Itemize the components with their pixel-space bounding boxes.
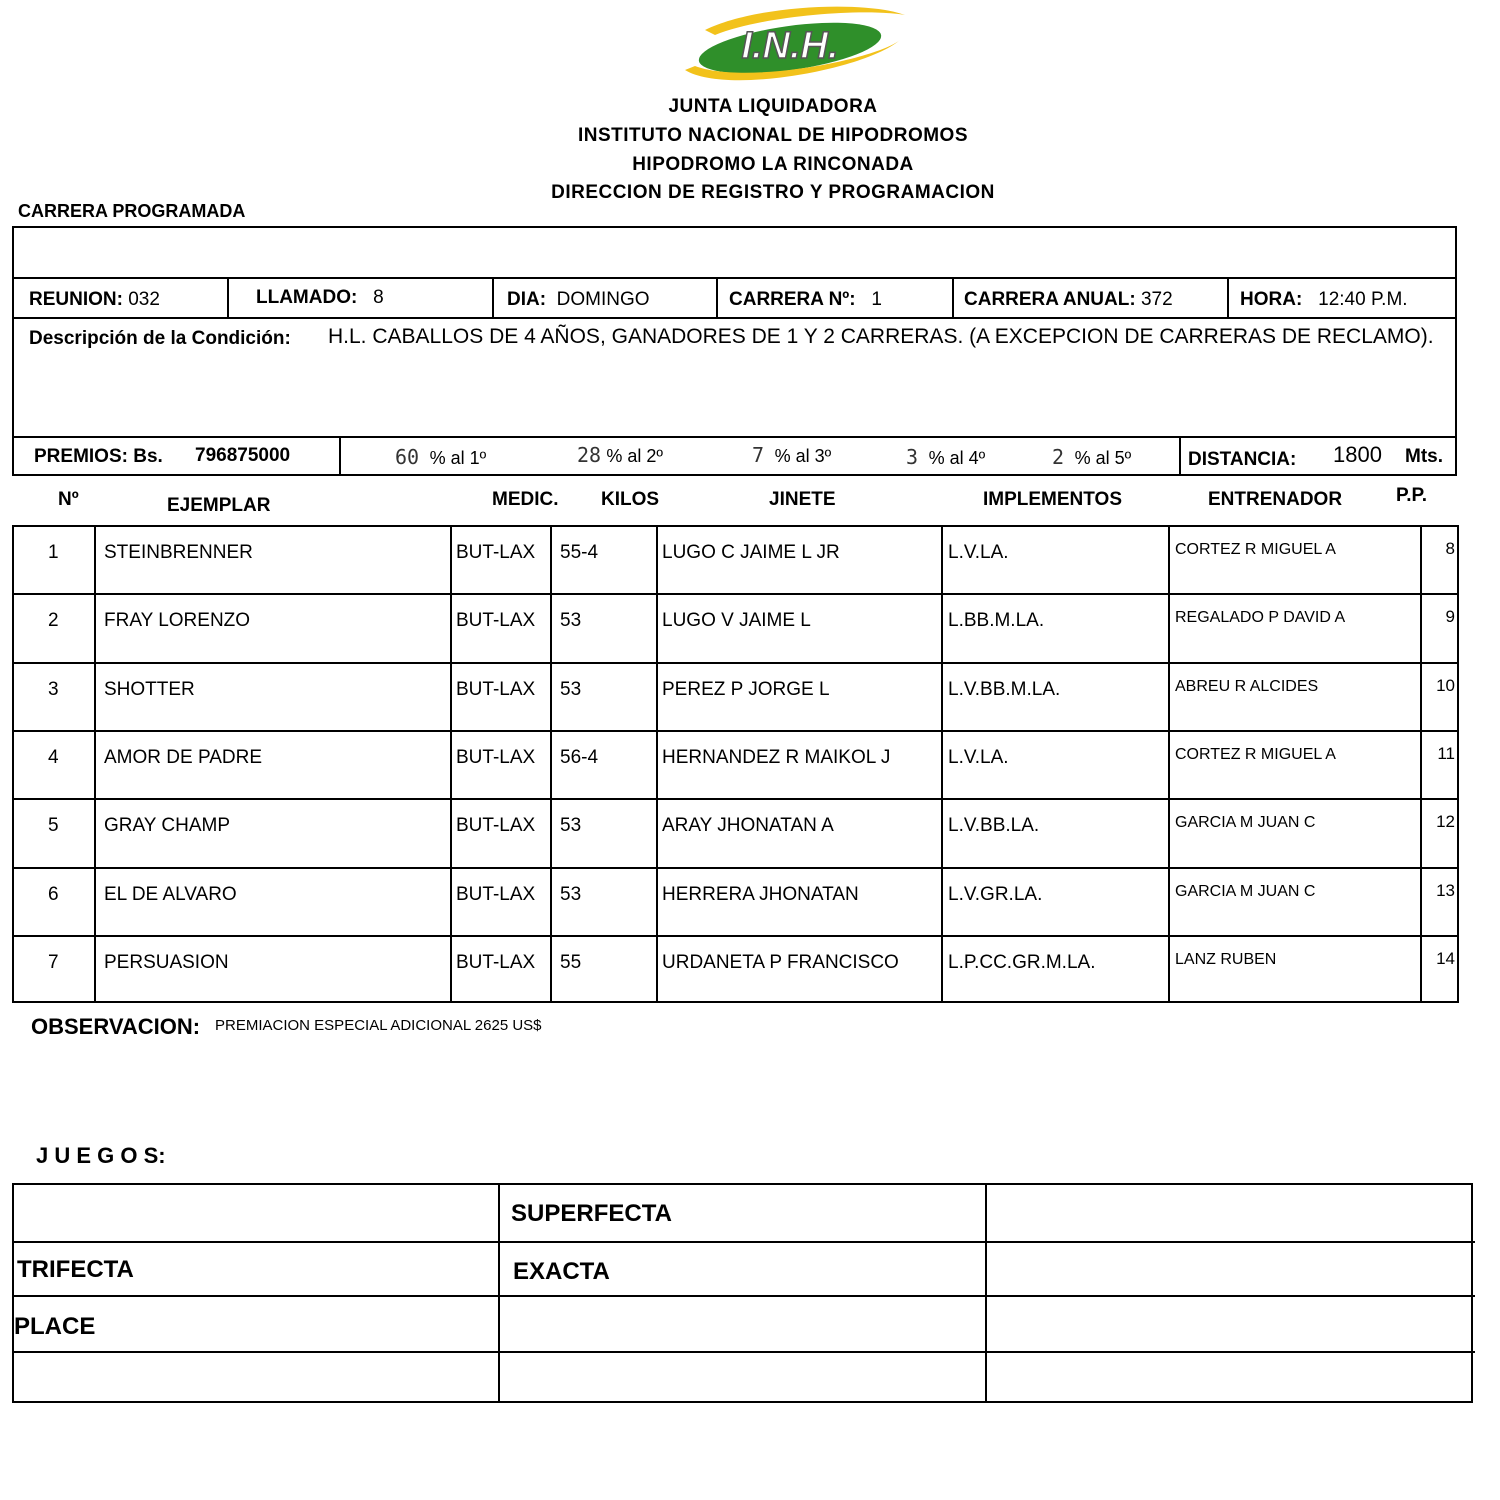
cell-entrenador: GARCIA M JUAN C <box>1175 882 1316 900</box>
cell-no: 1 <box>48 542 59 563</box>
cell-kilos: 56-4 <box>560 746 599 768</box>
llamado-value: 8 <box>373 287 384 308</box>
juego-trifecta: TRIFECTA <box>17 1256 134 1283</box>
juego-exacta: EXACTA <box>513 1258 610 1285</box>
cell-impl: L.V.BB.M.LA. <box>948 678 1061 700</box>
reunion-label: REUNION: <box>29 289 123 310</box>
cell-pp: 14 <box>1436 948 1455 968</box>
cell-medic: BUT-LAX <box>456 610 536 632</box>
cell-jinete: URDANETA P FRANCISCO <box>662 951 899 973</box>
cell-jinete: HERRERA JHONATAN <box>662 883 859 905</box>
col-implementos: IMPLEMENTOS <box>983 489 1122 510</box>
carrera-label: CARRERA Nº: <box>729 289 856 310</box>
premios-value: 796875000 <box>195 445 291 466</box>
cell-ejemplar: STEINBRENNER <box>104 542 253 563</box>
cell-jinete: ARAY JHONATAN A <box>662 815 834 837</box>
pct-5-label: % al 5º <box>1074 448 1132 468</box>
cell-kilos: 55-4 <box>560 542 599 563</box>
cell-kilos: 53 <box>560 678 582 700</box>
table-row <box>14 937 1459 1005</box>
observacion-text: PREMIACION ESPECIAL ADICIONAL 2625 US$ <box>215 1017 542 1034</box>
svg-text:I.N.H.: I.N.H. <box>741 25 839 67</box>
distancia-value: 1800 <box>1333 442 1382 467</box>
cell-pp: 12 <box>1436 812 1455 832</box>
race-info-box <box>12 226 1457 476</box>
cell-pp: 13 <box>1436 880 1455 900</box>
cell-no: 7 <box>48 951 59 973</box>
col-jinete: JINETE <box>769 489 836 510</box>
cell-no: 4 <box>48 746 59 768</box>
header-line-2: INSTITUTO NACIONAL DE HIPODROMOS <box>577 125 969 146</box>
cell-no: 5 <box>48 815 59 837</box>
juegos-table <box>12 1183 1473 1403</box>
carrera-value: 1 <box>871 289 882 310</box>
premios-label: PREMIOS: Bs. <box>34 446 163 467</box>
juego-superfecta: SUPERFECTA <box>511 1200 672 1227</box>
cell-medic: BUT-LAX <box>456 883 536 905</box>
anual-value: 372 <box>1140 289 1173 310</box>
col-pp: P.P. <box>1396 485 1428 506</box>
table-row <box>14 664 1459 732</box>
table-row <box>14 595 1459 663</box>
cell-ejemplar: PERSUASION <box>104 951 229 973</box>
reunion-value: 032 <box>128 289 160 310</box>
pct-2-label: % al 2º <box>606 446 663 466</box>
cell-ejemplar: GRAY CHAMP <box>104 815 230 837</box>
cell-medic: BUT-LAX <box>456 815 536 837</box>
pct-1-value: 60 <box>395 445 420 469</box>
header-line-4: DIRECCION DE REGISTRO Y PROGRAMACION <box>551 182 995 203</box>
cell-entrenador: CORTEZ R MIGUEL A <box>1175 745 1336 763</box>
anual-label: CARRERA ANUAL: <box>964 289 1136 310</box>
header-line-3: HIPODROMO LA RINCONADA <box>632 154 914 175</box>
cell-no: 6 <box>48 883 59 905</box>
cell-medic: BUT-LAX <box>456 746 536 768</box>
cell-impl: L.V.LA. <box>948 542 1009 563</box>
cell-ejemplar: EL DE ALVARO <box>104 883 237 905</box>
cell-no: 3 <box>48 678 59 700</box>
table-row <box>14 527 1459 595</box>
pct-3-label: % al 3º <box>774 446 832 466</box>
inh-logo <box>665 0 920 95</box>
cell-pp: 9 <box>1445 607 1455 627</box>
pct-4-value: 3 <box>906 445 919 469</box>
cell-medic: BUT-LAX <box>456 951 536 973</box>
cell-entrenador: ABREU R ALCIDES <box>1175 677 1319 695</box>
dia-label: DIA: <box>507 289 547 310</box>
juegos-label: J U E G O S: <box>36 1143 166 1168</box>
pct-3-value: 7 <box>752 443 765 467</box>
table-row <box>14 800 1459 868</box>
cell-ejemplar: AMOR DE PADRE <box>104 746 263 768</box>
hora-label: HORA: <box>1240 289 1303 310</box>
observacion-label: OBSERVACION: <box>31 1014 201 1039</box>
cell-ejemplar: FRAY LORENZO <box>104 610 251 632</box>
table-row <box>14 869 1459 937</box>
cell-entrenador: LANZ RUBEN <box>1175 950 1277 968</box>
cell-jinete: LUGO V JAIME L <box>662 610 811 632</box>
mts-label: Mts. <box>1405 446 1443 467</box>
cell-entrenador: REGALADO P DAVID A <box>1175 609 1346 627</box>
entries-table <box>12 525 1459 1003</box>
cell-entrenador: CORTEZ R MIGUEL A <box>1175 541 1336 558</box>
col-ejemplar: EJEMPLAR <box>167 495 271 516</box>
cell-ejemplar: SHOTTER <box>104 678 195 700</box>
header-line-1: JUNTA LIQUIDADORA <box>668 96 878 117</box>
pct-5-value: 2 <box>1052 445 1065 469</box>
cell-jinete: HERNANDEZ R MAIKOL J <box>662 746 891 768</box>
cell-medic: BUT-LAX <box>456 678 536 700</box>
pct-1-label: % al 1º <box>429 448 487 468</box>
cell-impl: L.V.LA. <box>948 746 1009 768</box>
cell-jinete: PEREZ P JORGE L <box>662 678 830 700</box>
cell-kilos: 55 <box>560 951 582 973</box>
cell-impl: L.V.GR.LA. <box>948 883 1043 905</box>
hora-value: 12:40 P.M. <box>1318 289 1408 310</box>
section-title: CARRERA PROGRAMADA <box>18 201 246 221</box>
cell-pp: 11 <box>1437 743 1455 763</box>
distancia-label: DISTANCIA: <box>1188 449 1297 470</box>
cell-entrenador: GARCIA M JUAN C <box>1175 814 1316 832</box>
table-row <box>14 732 1459 800</box>
cell-impl: L.P.CC.GR.M.LA. <box>948 951 1096 973</box>
col-medic: MEDIC. <box>492 489 559 510</box>
col-entrenador: ENTRENADOR <box>1208 489 1343 510</box>
description-text: H.L. CABALLOS DE 4 AÑOS, GANADORES DE 1 Y 2 CARRERAS. (A EXCEPCION DE CARRERAS DE RECLAMO). <box>328 325 1434 348</box>
col-no: Nº <box>58 489 79 510</box>
cell-impl: L.V.BB.LA. <box>948 815 1040 837</box>
cell-kilos: 53 <box>560 883 582 905</box>
col-kilos: KILOS <box>601 489 660 510</box>
juego-place: PLACE <box>14 1313 96 1340</box>
llamado-label: LLAMADO: <box>256 287 358 308</box>
cell-impl: L.BB.M.LA. <box>948 610 1045 632</box>
description-label: Descripción de la Condición: <box>29 328 291 349</box>
cell-kilos: 53 <box>560 815 582 837</box>
cell-pp: 10 <box>1436 675 1455 695</box>
cell-pp: 8 <box>1445 539 1455 558</box>
cell-jinete: LUGO C JAIME L JR <box>662 542 840 563</box>
pct-2-value: 28 <box>577 443 602 467</box>
dia-value: DOMINGO <box>556 289 650 310</box>
cell-kilos: 53 <box>560 610 582 632</box>
pct-4-label: % al 4º <box>928 448 986 468</box>
cell-no: 2 <box>48 610 59 632</box>
cell-medic: BUT-LAX <box>456 542 536 563</box>
